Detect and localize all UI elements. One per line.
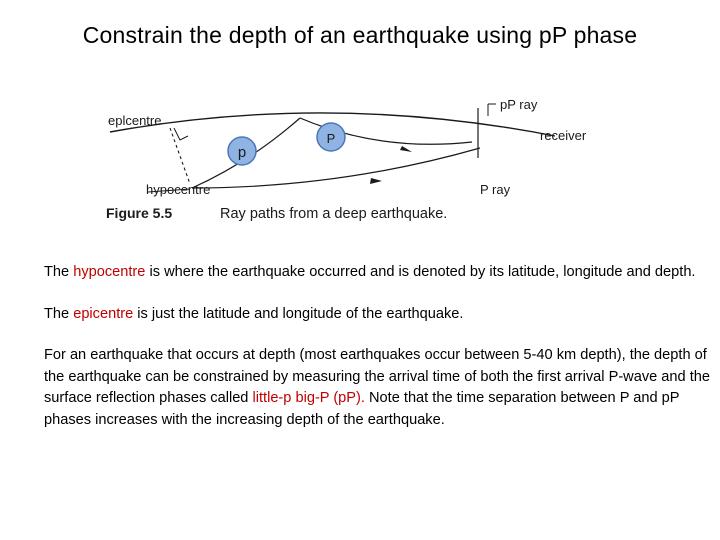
figure-caption-label: Figure 5.5 bbox=[106, 205, 173, 221]
p1-after: is where the earthquake occurred and is denoted by its latitude, longitude and depth. bbox=[145, 264, 696, 280]
p2-before: The bbox=[44, 305, 74, 322]
ray-path-figure bbox=[100, 92, 620, 228]
arrowhead-pp-ray bbox=[400, 146, 412, 152]
ray-path-diagram bbox=[100, 92, 620, 228]
right-angle-marker bbox=[174, 128, 188, 140]
p3-before: For an earthquake that occurs at depth (most earthquakes occur between 5-40 km depth), the depth of the earthquake can be constrained by measuring the arrival time of both the first arrival P-wave and the surface reflection phases called bbox=[44, 347, 710, 406]
small-p-label: p bbox=[237, 144, 247, 161]
pp-ray-label: pP ray bbox=[500, 97, 538, 112]
big-p-label: P bbox=[326, 131, 336, 146]
arrowhead-p-ray bbox=[370, 178, 382, 184]
slide-title: Constrain the depth of an earthquake using pP phase bbox=[82, 22, 638, 48]
p-ray-label: P ray bbox=[480, 182, 511, 197]
paragraph-hypocentre bbox=[44, 262, 720, 284]
figure-caption-text: Ray paths from a deep earthquake. bbox=[220, 206, 448, 222]
epicentre-label: eplcentre bbox=[108, 113, 162, 128]
term-hypocentre: hypocentre bbox=[73, 264, 146, 280]
term-epicentre: epicentre bbox=[73, 305, 134, 322]
paragraph-depth bbox=[44, 345, 720, 431]
paragraph-epicentre bbox=[44, 304, 720, 326]
receiver-label: receiver bbox=[540, 128, 587, 143]
p3-after: Note that the time separation between P and pP phases increases with the increasing depth of the earthquake. bbox=[44, 390, 680, 428]
body-text bbox=[44, 262, 720, 451]
p2-after: is just the latitude and longitude of the earthquake. bbox=[133, 305, 464, 322]
p1-before: The bbox=[44, 264, 74, 280]
term-pp-phase: little-p big-P (pP). bbox=[252, 390, 365, 406]
pp-ray-bracket bbox=[488, 104, 496, 116]
hypocentre-label: hypocentre bbox=[146, 182, 211, 197]
